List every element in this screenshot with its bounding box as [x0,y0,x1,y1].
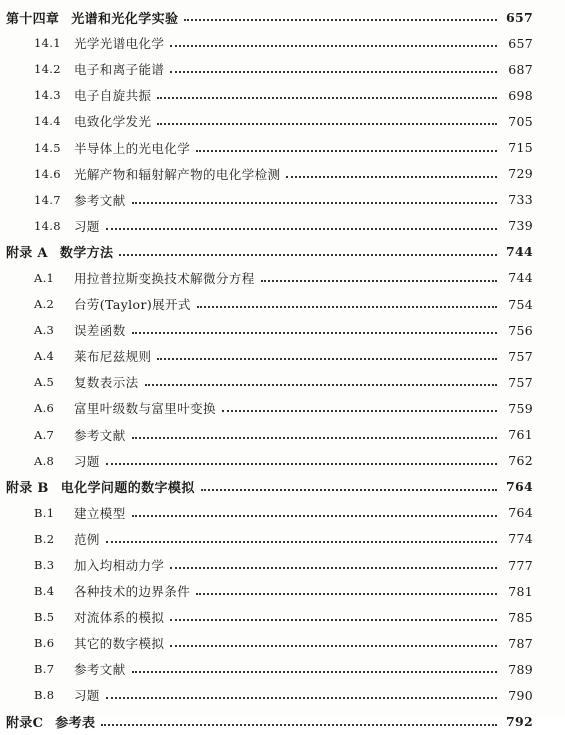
entry-page-number: 705 [508,113,533,129]
entry-title: 其它的数字模拟 [74,636,165,652]
entry-title: 范例 [74,531,100,547]
entry-page-number: 698 [508,87,533,103]
dot-leader [106,451,497,465]
toc-section-entry[interactable] [0,604,565,630]
entry-title: 光学光谱电化学 [74,36,165,52]
entry-page-number: 764 [506,479,533,495]
entry-page-number: 729 [508,166,533,182]
entry-title: 半导体上的光电化学 [74,140,191,156]
entry-page-number: 754 [508,296,533,312]
entry-title: 富里叶级数与富里叶变换 [74,401,216,417]
entry-number: 14.1 [34,36,61,51]
entry-title: 光解产物和辐射解产物的电化学检测 [74,166,281,182]
entry-page-number: 787 [508,635,533,651]
toc-chapter-entry[interactable] [0,4,565,30]
toc-section-entry[interactable] [0,369,565,395]
entry-page-number: 762 [508,453,533,469]
dot-leader [170,555,497,569]
toc-section-entry[interactable] [0,343,565,369]
entry-number: B.2 [34,531,55,546]
dot-leader [157,346,497,360]
toc-section-entry[interactable] [0,656,565,682]
entry-page-number: 764 [508,505,533,521]
entry-title: 用拉普拉斯变换技术解微分方程 [74,270,255,286]
entry-page-number: 792 [506,714,533,730]
dot-leader [145,372,497,386]
entry-page-number: 759 [508,400,533,416]
entry-title: 台劳(Taylor)展开式 [74,297,191,313]
entry-title: 数学方法 [59,246,114,262]
entry-number: 14.3 [34,88,61,103]
entry-page-number: 790 [508,687,533,703]
entry-number: 附录 B [6,481,49,497]
toc-section-entry[interactable] [0,448,565,474]
entry-page-number: 744 [506,244,533,260]
entry-page-number: 785 [508,609,533,625]
entry-page-number: 777 [508,557,533,573]
dot-leader [196,581,497,595]
entry-title: 习题 [74,218,100,234]
entry-title: 对流体系的模拟 [74,610,165,626]
entry-number: B.6 [34,636,55,651]
entry-page-number: 657 [508,35,533,51]
entry-number: B.1 [34,505,55,520]
dot-leader [157,85,497,99]
toc-section-entry[interactable] [0,630,565,656]
dot-leader [132,503,497,517]
entry-page-number: 781 [508,583,533,599]
dot-leader [132,190,497,204]
entry-number: 14.6 [34,166,61,181]
entry-number: B.5 [34,610,55,625]
entry-number: 14.5 [34,140,61,155]
entry-page-number: 687 [508,61,533,77]
toc-section-entry[interactable] [0,317,565,343]
entry-number: A.6 [34,401,55,416]
entry-page-number: 761 [508,427,533,443]
dot-leader [222,398,497,412]
entry-number: 第十四章 [6,11,60,27]
toc-chapter-entry[interactable] [0,239,565,265]
dot-leader [286,164,497,178]
entry-title: 参考文献 [74,192,126,208]
entry-page-number: 789 [508,661,533,677]
toc-section-entry[interactable] [0,161,565,187]
dot-leader [106,529,497,543]
table-of-contents [0,4,565,735]
dot-leader [184,7,497,21]
entry-title: 电致化学发光 [74,114,152,130]
entry-number: 14.4 [34,114,61,129]
toc-section-entry[interactable] [0,578,565,604]
entry-page-number: 757 [508,348,533,364]
toc-section-entry[interactable] [0,682,565,708]
dot-leader [106,685,497,699]
entry-title: 各种技术的边界条件 [74,584,191,600]
entry-number: B.7 [34,662,55,677]
toc-section-entry[interactable] [0,552,565,578]
toc-section-entry[interactable] [0,213,565,239]
entry-title: 加入均相动力学 [74,558,165,574]
entry-title: 电子自旋共振 [74,88,152,104]
entry-number: 附录C [6,716,44,732]
toc-chapter-entry[interactable] [0,709,565,735]
entry-number: B.8 [34,688,55,703]
entry-number: 14.2 [34,62,61,77]
entry-number: B.4 [34,584,55,599]
entry-number: A.8 [34,453,55,468]
dot-leader [132,425,497,439]
toc-chapter-entry[interactable] [0,474,565,500]
entry-title: 习题 [74,688,100,704]
entry-title: 复数表示法 [74,375,139,391]
entry-page-number: 744 [508,270,533,286]
dot-leader [170,607,497,621]
entry-page-number: 757 [508,374,533,390]
dot-leader [119,242,497,256]
dot-leader [201,477,497,491]
toc-section-entry[interactable] [0,82,565,108]
dot-leader [196,138,497,152]
entry-page-number: 657 [506,9,533,25]
toc-section-entry[interactable] [0,526,565,552]
dot-leader [132,659,497,673]
entry-title: 误差函数 [74,323,126,339]
dot-leader [170,633,497,647]
entry-number: A.5 [34,375,55,390]
entry-page-number: 739 [508,218,533,234]
toc-section-entry[interactable] [0,291,565,317]
entry-page-number: 774 [508,531,533,547]
entry-number: A.2 [34,297,55,312]
toc-section-entry[interactable] [0,187,565,213]
entry-title: 习题 [74,453,100,469]
entry-title: 光谱和光化学实验 [71,11,179,27]
entry-title: 参考文献 [74,427,126,443]
entry-title: 建立模型 [74,505,126,521]
toc-section-entry[interactable] [0,134,565,160]
entry-page-number: 733 [508,192,533,208]
entry-number: A.1 [34,270,55,285]
toc-section-entry[interactable] [0,395,565,421]
entry-title: 电化学问题的数字模拟 [60,481,195,497]
entry-page-number: 756 [508,322,533,338]
entry-number: A.3 [34,323,55,338]
dot-leader [170,59,497,73]
dot-leader [101,712,497,726]
toc-section-entry[interactable] [0,265,565,291]
toc-section-entry[interactable] [0,108,565,134]
dot-leader [170,33,497,47]
toc-section-entry[interactable] [0,30,565,56]
entry-title: 参考表 [55,716,96,732]
entry-number: 14.7 [34,192,61,207]
dot-leader [106,216,497,230]
toc-section-entry[interactable] [0,56,565,82]
entry-title: 莱布尼兹规则 [74,349,152,365]
dot-leader [197,294,497,308]
entry-page-number: 715 [508,140,533,156]
entry-number: A.4 [34,349,55,364]
dot-leader [261,268,497,282]
entry-number: 附录 A [6,246,48,262]
entry-number: 14.8 [34,218,61,233]
dot-leader [157,111,497,125]
entry-number: A.7 [34,427,55,442]
entry-title: 参考文献 [74,662,126,678]
entry-number: B.3 [34,558,55,573]
entry-title: 电子和离子能谱 [74,62,165,78]
dot-leader [132,320,497,334]
toc-section-entry[interactable] [0,500,565,526]
toc-section-entry[interactable] [0,422,565,448]
